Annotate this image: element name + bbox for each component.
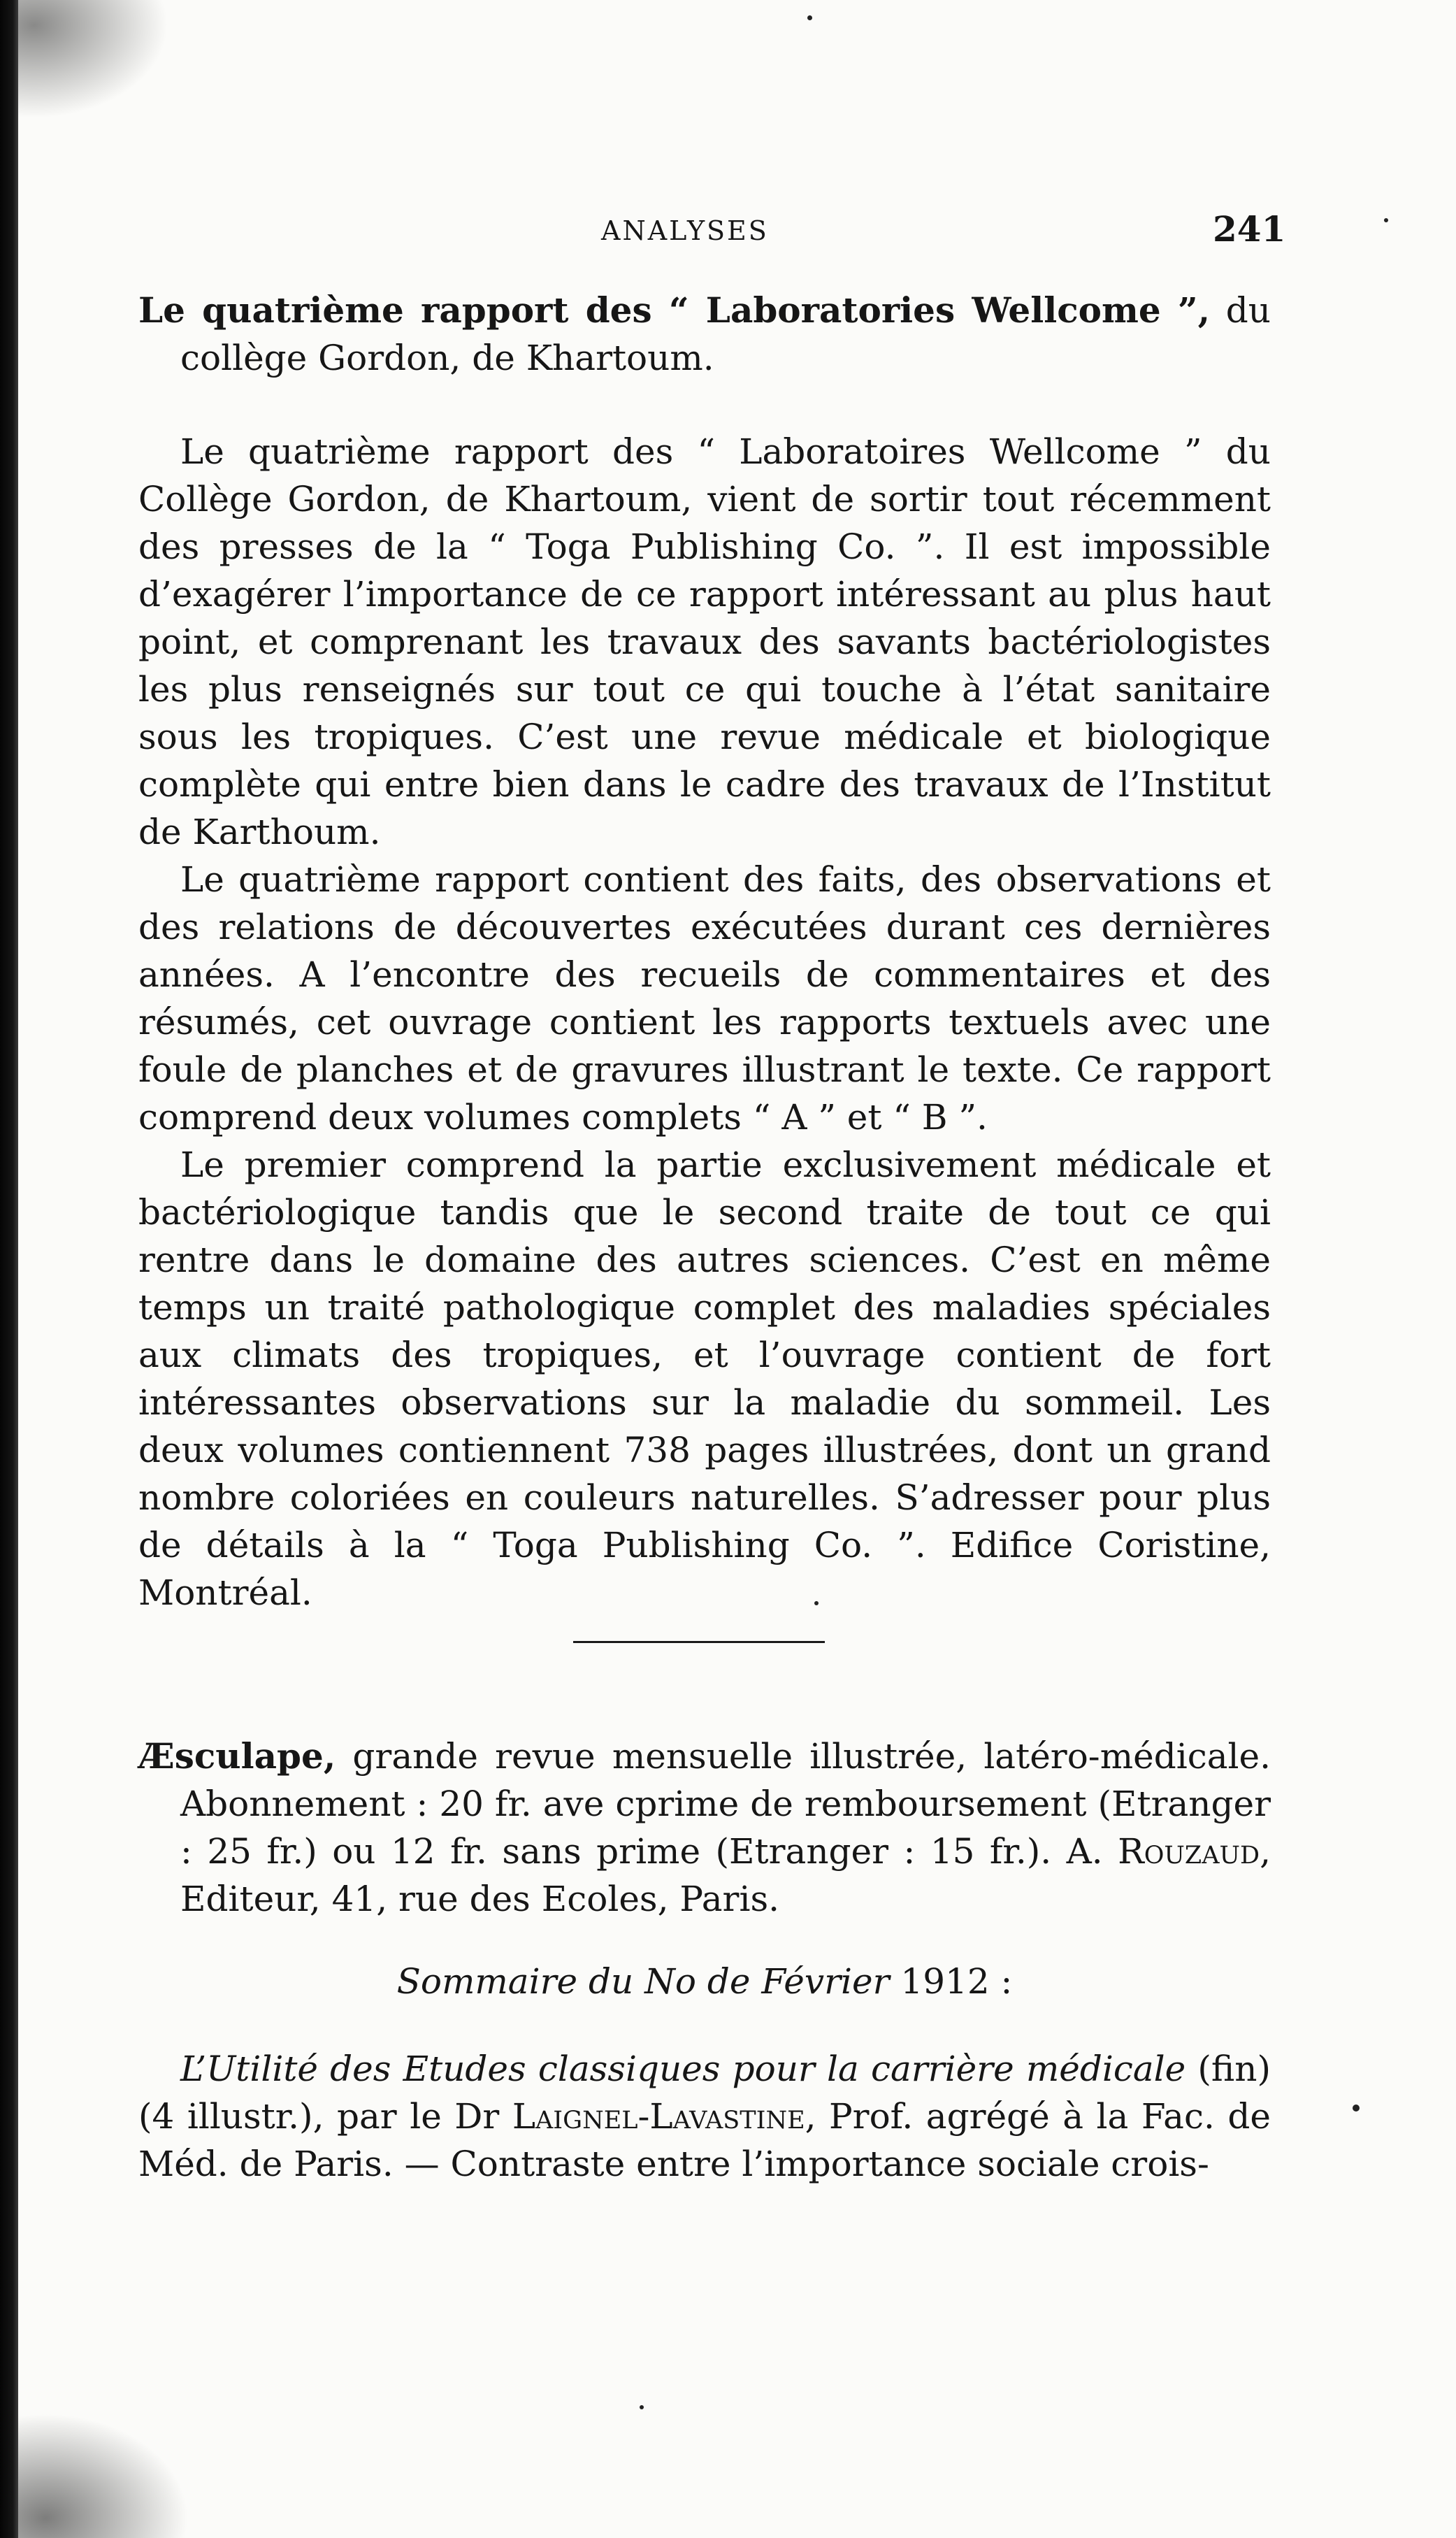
esculape-author: Rouzaud — [1118, 1831, 1260, 1872]
esculape-title: Æsculape, — [138, 1735, 336, 1777]
review-heading-rest: du collège Gordon, de Khartoum. — [180, 290, 1271, 378]
scan-noise-bottom — [18, 2405, 200, 2538]
summary-heading-year: 1912 : — [889, 1961, 1013, 2002]
summary-article — [138, 2045, 1271, 2188]
section-divider — [573, 1641, 825, 1643]
summary-heading-italic: Sommaire du No de Février — [396, 1961, 890, 2002]
page-number: 241 — [1213, 208, 1286, 250]
paragraph: Le premier comprend la partie exclusivement médicale et bactériologique tandis que le second traite de tout ce qui rentre dans le domaine des autres sciences. C’est en même temps un traité pathologique complet des maladies spéciales aux climats des tropiques, et l’ouvrage contient de fort intéressantes observations sur la maladie du sommeil. Les deux volumes contiennent 738 pages illustrées, dont un grand nombre coloriées en couleurs naturelles. S’adresser pour plus de détails à la “ Toga Publishing Co. ”. Edifice Coristine, Montréal. — [138, 1145, 1271, 1613]
summary-heading — [138, 1958, 1271, 2005]
review-heading — [138, 287, 1271, 382]
paragraph: Le quatrième rapport des “ Laboratoires Wellcome ” du Collège Gordon, de Khartoum, vient de sortir tout récemment des presses de la “ Toga Publishing Co. ”. Il est impossible d’exagérer l’importance de ce rapport intéressant au plus haut point, et comprenant les travaux des savants bactériologistes les plus renseignés sur tout ce qui touche à l’état sanitaire sous les tropiques. C’est une revue médicale et biologique complète qui entre bien dans le cadre des travaux de l’Institut de Karthoum. — [138, 431, 1271, 852]
article-title: L’Utilité des Etudes classiques pour la carrière médicale — [180, 2049, 1186, 2089]
scan-left-edge — [0, 0, 18, 2538]
article-author: Laignel-Lavastine — [512, 2096, 805, 2137]
article-text-end: , Prof. agrégé à la Fac. de Méd. de Paris. — Contraste entre l’importance sociale crois- — [138, 2096, 1271, 2184]
review-esculape — [138, 1733, 1271, 1923]
esculape-text-end: , Editeur, 41, rue des Ecoles, Paris. — [180, 1831, 1271, 1919]
scan-speck — [640, 2405, 644, 2409]
esculape-text: grande revue mensuelle illustrée, latéro-médicale. Abonnement : 20 fr. ave cprime de remboursement (Etranger : 25 fr.) ou 12 fr. sans prime (Etranger : 15 fr.). A. — [180, 1736, 1271, 1872]
review-wellcome — [138, 287, 1271, 1616]
paragraph: Le quatrième rapport contient des faits, des observations et des relations de découvertes exécutées durant ces dernières années. A l’encontre des recueils de commentaires et des résumés, cet ouvrage contient les rapports textuels avec une foule de planches et de gravures illustrant le texte. Ce rapport comprend deux volumes complets “ A ” et “ B ”. — [138, 859, 1271, 1138]
review-heading-bold: Le quatrième rapport des “ Laboratories Wellcome ”, — [138, 289, 1211, 331]
esculape-entry — [138, 1733, 1271, 1923]
scan-speck — [807, 15, 812, 20]
scan-speck — [1353, 2105, 1360, 2112]
article-entry — [138, 2045, 1271, 2188]
scan-noise-top — [18, 0, 179, 126]
article-text: (fin) (4 illustr.), par le Dr — [138, 2049, 1271, 2137]
scan-speck — [1384, 218, 1388, 222]
running-header: ANALYSES — [601, 215, 769, 246]
